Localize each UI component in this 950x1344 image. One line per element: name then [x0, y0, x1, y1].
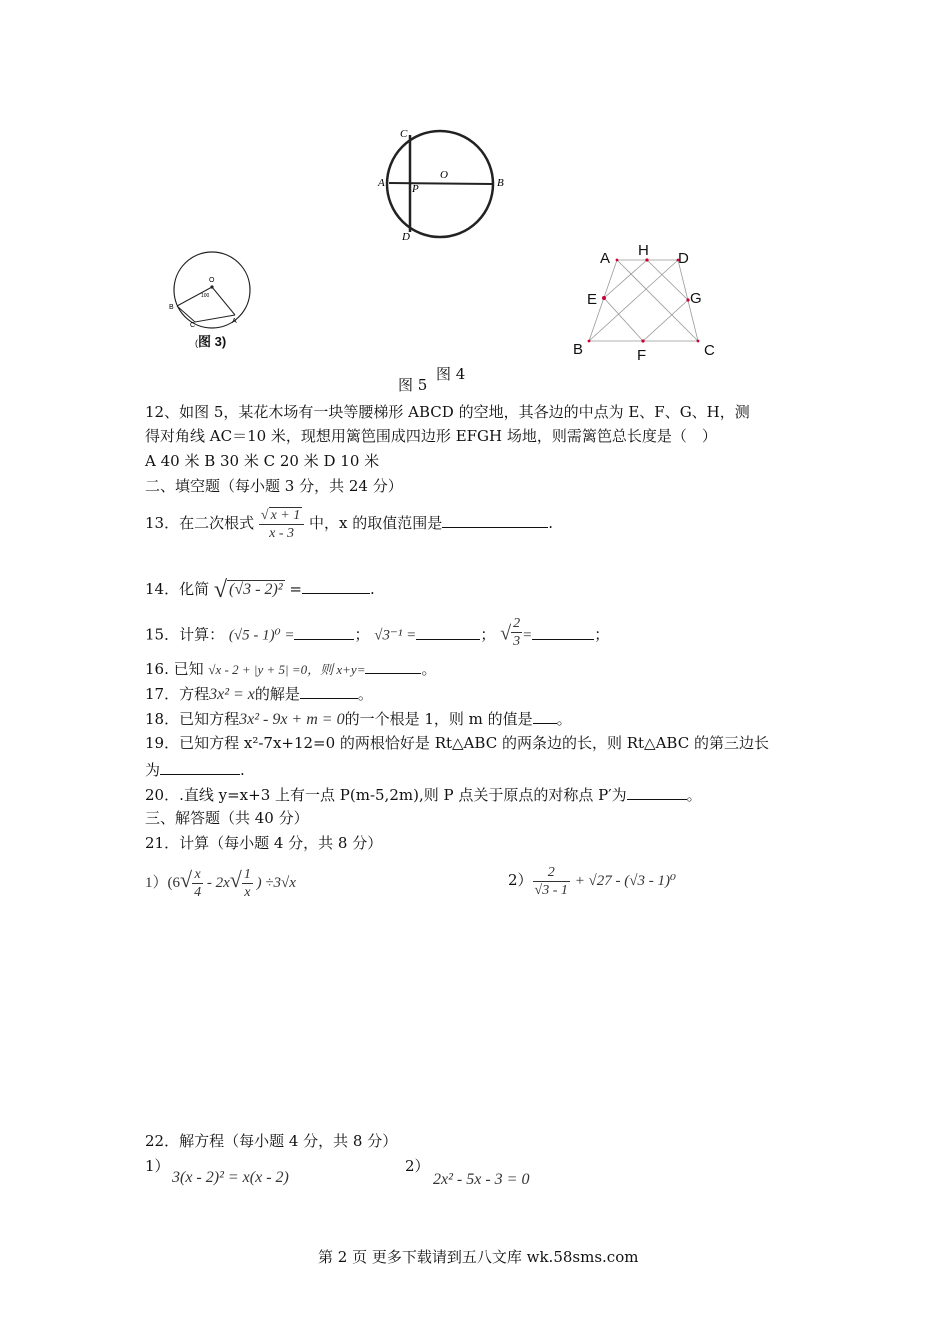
label-angle-100: 100	[201, 293, 210, 299]
q21-part2	[508, 858, 676, 903]
q19-end: .	[240, 761, 245, 779]
label-P: P	[412, 183, 419, 195]
label-B-trap: B	[573, 341, 584, 358]
q13-suffix: 中，x 的取值范围是	[309, 514, 443, 532]
q22-part2-expression: 2x² - 5x - 3 = 0	[433, 1171, 530, 1188]
q20-text: 20．.直线 y=x+3 上有一点 P(m-5,2m),则 P 点关于原点的对称点 P′为	[145, 786, 627, 804]
q15-sep2: ；	[480, 625, 496, 644]
label-O-small: O	[209, 277, 215, 284]
label-C: C	[400, 128, 408, 140]
page-footer: 第 2 页 更多下载请到五八文库 wk.58sms.com	[318, 1248, 639, 1266]
q21-2-prefix: 2）	[508, 871, 533, 889]
label-D: D	[402, 231, 410, 243]
trapezoid-figure	[565, 238, 725, 363]
q14-expression: (√3 - 2)²	[229, 581, 283, 598]
label-O: O	[440, 169, 448, 181]
q16-answer-blank[interactable]	[365, 657, 421, 674]
label-A-small: A	[232, 318, 237, 325]
q17-end: 。	[357, 685, 373, 703]
label-D-trap: D	[678, 250, 689, 267]
q13	[145, 501, 553, 545]
q13-end: .	[548, 514, 554, 532]
q19-line2-prefix: 为	[145, 761, 161, 779]
q13-fraction	[259, 507, 304, 542]
q20	[145, 783, 702, 805]
q12-options: A 40 米 B 30 米 C 20 米 D 10 米	[145, 452, 380, 470]
q15-blank1[interactable]	[294, 623, 354, 640]
figure-3-caption-text: 图 3)	[198, 334, 227, 349]
q16	[145, 657, 436, 680]
q20-answer-blank[interactable]	[627, 783, 687, 800]
q18-expression: 3x² - 9x + m = 0	[239, 711, 345, 728]
q15-expr2: √3⁻¹ =	[374, 627, 417, 644]
q20-end: 。	[686, 786, 702, 804]
q16-prefix: 16. 已知	[145, 660, 204, 678]
q15-fraction: $\frac{2}{3}$	[513, 616, 521, 649]
trapezoid-points	[588, 258, 700, 342]
circle-figure-top	[370, 120, 520, 250]
q21-1-fraction-a: $\frac{x}{4}$	[194, 867, 202, 901]
q12-line1: 12、如图 5，某花木场有一块等腰梯形 ABCD 的空地，其各边的中点为 E、F、G、H，测	[145, 403, 750, 421]
q21-1-middle: - 2x	[206, 875, 230, 891]
label-A: A	[378, 177, 385, 189]
q18	[145, 707, 572, 730]
q17-prefix: 17．方程	[145, 685, 210, 703]
q13-denominator: x - 3	[269, 525, 294, 541]
q21-2-suffix: + √27 - (√3 - 1)⁰	[574, 873, 677, 889]
q13-prefix: 13．在二次根式	[145, 514, 255, 532]
q16-end: 。	[421, 660, 437, 678]
figure-4-caption: 图 4	[436, 365, 466, 383]
label-H-trap: H	[638, 242, 649, 259]
label-C-small: C	[190, 322, 196, 329]
label-F-trap: F	[637, 347, 647, 363]
circle-figure-small	[165, 250, 265, 335]
q18-answer-blank[interactable]	[533, 707, 557, 724]
q14: 14．化简 √ (√3 - 2)² = .	[145, 577, 375, 603]
label-C-trap: C	[704, 342, 715, 359]
q18-end: 。	[556, 710, 572, 728]
figure-3-caption	[195, 332, 226, 353]
label-B: B	[497, 177, 504, 189]
q15-blank3[interactable]	[532, 623, 594, 640]
q14-end: .	[369, 580, 375, 598]
label-G-trap: G	[690, 290, 702, 307]
q21-1-fraction-b: $\frac{1}{x}$	[243, 867, 251, 901]
q18-suffix: 的一个根是 1，则 m 的值是	[344, 710, 533, 728]
q19-answer-blank[interactable]	[160, 758, 240, 775]
q15-prefix: 15．计算：	[145, 625, 225, 644]
q22-part1-expression: 3(x - 2)² = x(x - 2)	[172, 1169, 289, 1186]
q21-2-fraction: $\frac{2}{√3 - 1}$	[534, 864, 568, 898]
q17-suffix: 的解是	[254, 685, 300, 703]
section-2-heading: 二、填空题（每小题 3 分，共 24 分）	[145, 477, 403, 495]
q21-1-prefix: 1）(6	[145, 875, 180, 891]
figure-5-caption: 图 5	[398, 376, 428, 394]
q13-answer-blank[interactable]	[442, 511, 548, 528]
q15: 15．计算： (√5 - 1)⁰ = ； √3⁻¹ = ； √ $\frac{2}{3}$ = ；	[145, 616, 610, 649]
section-3-heading: 三、解答题（共 40 分）	[145, 809, 309, 827]
q14-answer-blank[interactable]	[302, 577, 370, 594]
q21-part1: 1）(6√ $\frac{x}{4}$ - 2x√ $\frac{1}{x}$ ) ÷3√x	[145, 867, 296, 901]
q14-equals: =	[289, 580, 302, 598]
label-E-trap: E	[587, 291, 598, 308]
q17	[145, 682, 373, 705]
q22-part2-label: 2）	[405, 1157, 430, 1175]
q15-sep1: ；	[354, 625, 370, 644]
q19-line1: 19．已知方程 x²-7x+12=0 的两根恰好是 Rt△ABC 的两条边的长，则 Rt△ABC 的第三边长	[145, 734, 769, 752]
label-A-trap: A	[600, 250, 611, 267]
q16-expression: √x - 2 + |y + 5| =0，则 x+y=	[208, 662, 366, 677]
q18-prefix: 18．已知方程	[145, 710, 240, 728]
q15-sep3: ；	[594, 625, 610, 644]
q21-1-suffix: ) ÷3√x	[256, 875, 296, 891]
q22-heading: 22．解方程（每小题 4 分，共 8 分）	[145, 1132, 398, 1150]
q17-expression: 3x² = x	[209, 686, 255, 703]
q22-part1-label: 1）	[145, 1157, 170, 1175]
q15-expr3-eq: =	[522, 627, 533, 644]
q21-heading: 21．计算（每小题 4 分，共 8 分）	[145, 834, 383, 852]
q19-line2	[145, 758, 245, 780]
label-B-small: B	[169, 304, 174, 311]
q15-blank2[interactable]	[416, 623, 480, 640]
q13-numerator: √ x + 1	[259, 507, 304, 525]
q14-prefix: 14．化简	[145, 580, 210, 598]
q15-expr1: (√5 - 1)⁰ =	[228, 627, 295, 644]
figure-3-caption-open: (	[195, 338, 198, 348]
q12-line2: 得对角线 AC＝10 米，现想用篱笆围成四边形 EFGH 场地，则需篱笆总长度是（ ）	[145, 427, 717, 445]
q17-answer-blank[interactable]	[300, 682, 358, 699]
